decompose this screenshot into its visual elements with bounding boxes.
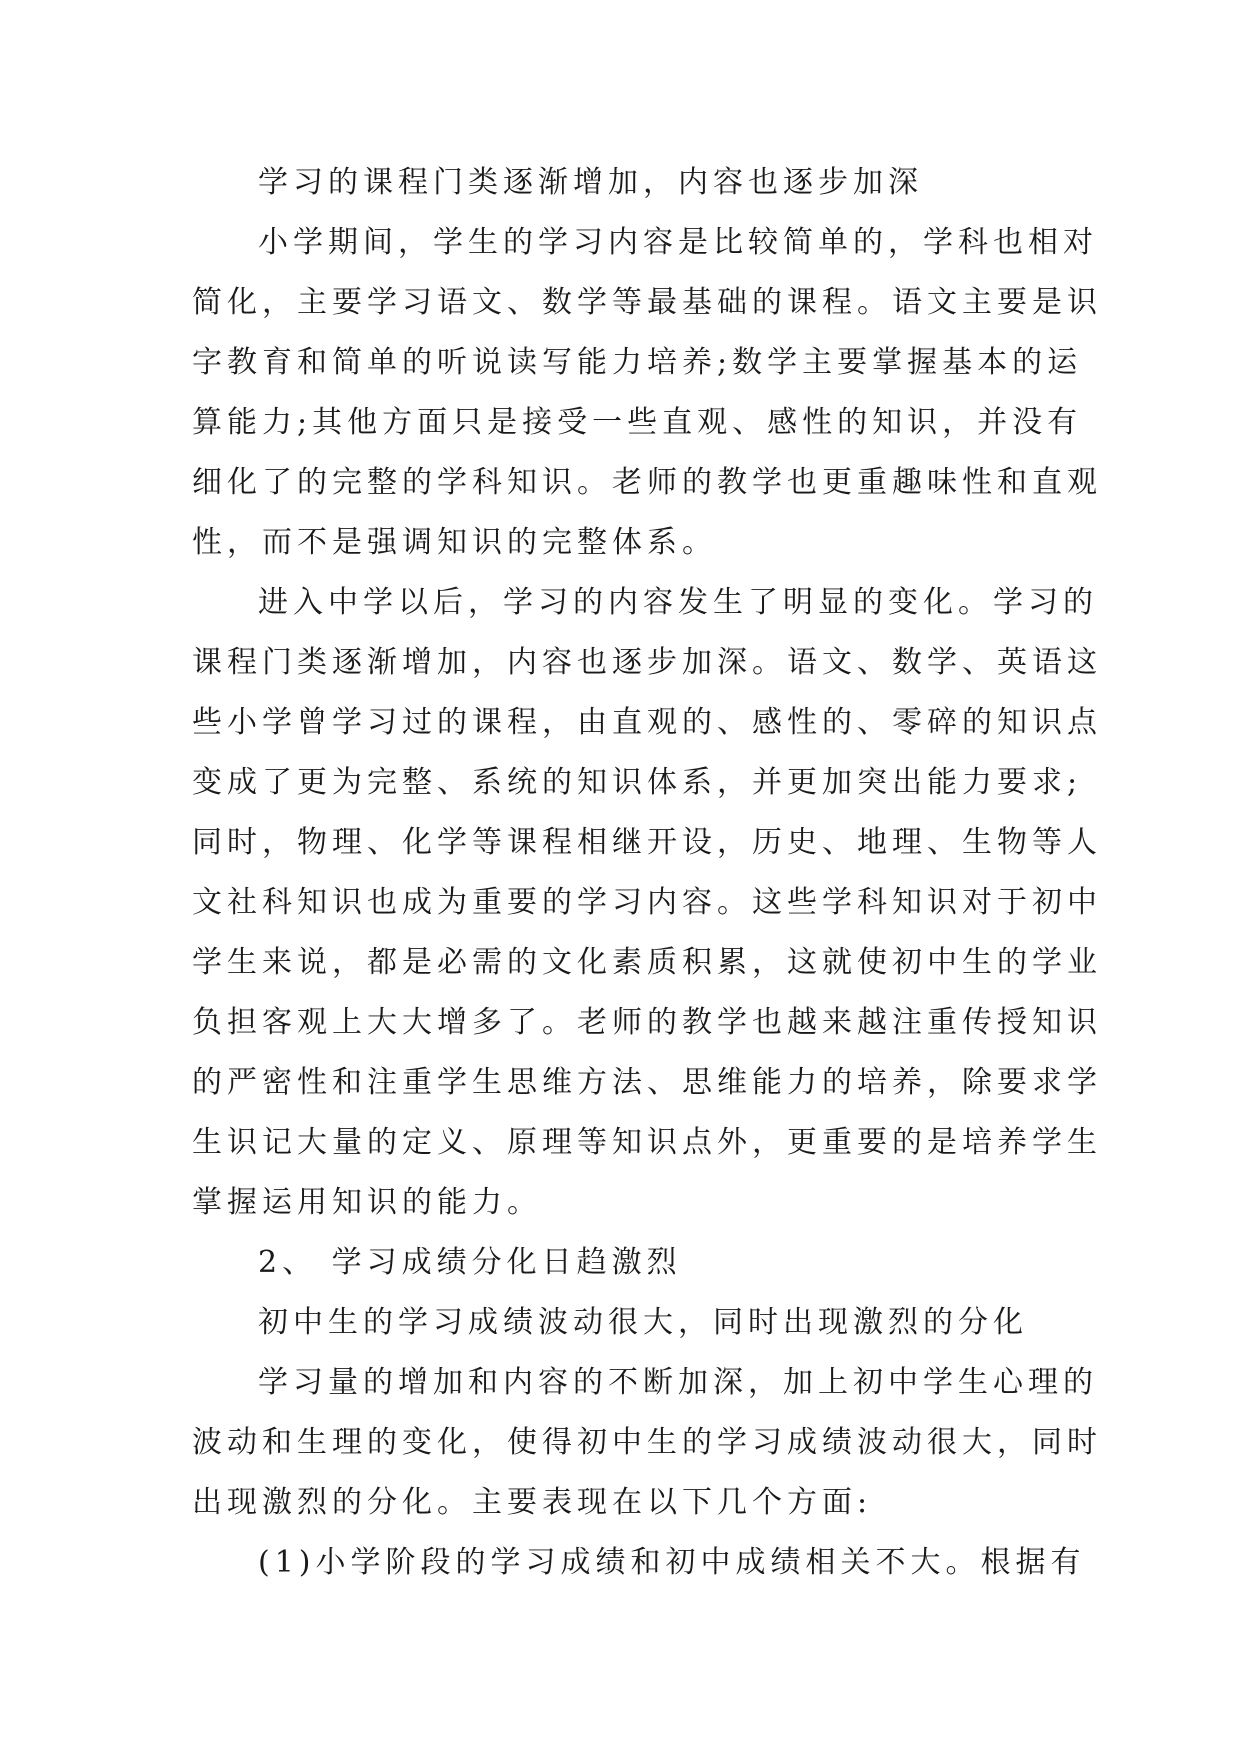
text-line: 负担客观上大大增多了。老师的教学也越来越注重传授知识 xyxy=(192,1005,1102,1040)
text-line: 小学期间，学生的学习内容是比较简单的，学科也相对 xyxy=(258,225,1098,260)
text-line: 同时，物理、化学等课程相继开设，历史、地理、生物等人 xyxy=(192,825,1102,860)
text-line: 课程门类逐渐增加，内容也逐步加深。语文、数学、英语这 xyxy=(192,645,1102,680)
text-line: 算能力;其他方面只是接受一些直观、感性的知识，并没有 xyxy=(192,405,1083,440)
text-line: 掌握运用知识的能力。 xyxy=(192,1185,542,1220)
text-line: 字教育和简单的听说读写能力培养;数学主要掌握基本的运 xyxy=(192,345,1083,380)
text-line: 简化，主要学习语文、数学等最基础的课程。语文主要是识 xyxy=(192,285,1102,320)
text-line: 波动和生理的变化，使得初中生的学习成绩波动很大，同时 xyxy=(192,1425,1102,1460)
text-line: 些小学曾学习过的课程，由直观的、感性的、零碎的知识点 xyxy=(192,705,1102,740)
text-line: 生识记大量的定义、原理等知识点外，更重要的是培养学生 xyxy=(192,1125,1102,1160)
text-line: 初中生的学习成绩波动很大，同时出现激烈的分化 xyxy=(258,1305,1028,1340)
text-line: 文社科知识也成为重要的学习内容。这些学科知识对于初中 xyxy=(192,885,1102,920)
document-body xyxy=(192,153,1102,1593)
text-line: 细化了的完整的学科知识。老师的教学也更重趣味性和直观 xyxy=(192,465,1102,500)
text-line: 出现激烈的分化。主要表现在以下几个方面: xyxy=(192,1485,873,1520)
text-line: 进入中学以后，学习的内容发生了明显的变化。学习的 xyxy=(258,585,1098,620)
text-line: 性，而不是强调知识的完整体系。 xyxy=(192,525,717,560)
text-line: 的严密性和注重学生思维方法、思维能力的培养，除要求学 xyxy=(192,1065,1102,1100)
text-line: 2、 学习成绩分化日趋激烈 xyxy=(258,1245,682,1280)
text-line: 学习量的增加和内容的不断加深，加上初中学生心理的 xyxy=(258,1365,1098,1400)
text-line: 变成了更为完整、系统的知识体系，并更加突出能力要求; xyxy=(192,765,1083,800)
text-line: 学习的课程门类逐渐增加，内容也逐步加深 xyxy=(258,165,923,200)
text-line: 学生来说，都是必需的文化素质积累，这就使初中生的学业 xyxy=(192,945,1102,980)
text-line: (1)小学阶段的学习成绩和初中成绩相关不大。根据有 xyxy=(258,1545,1086,1580)
